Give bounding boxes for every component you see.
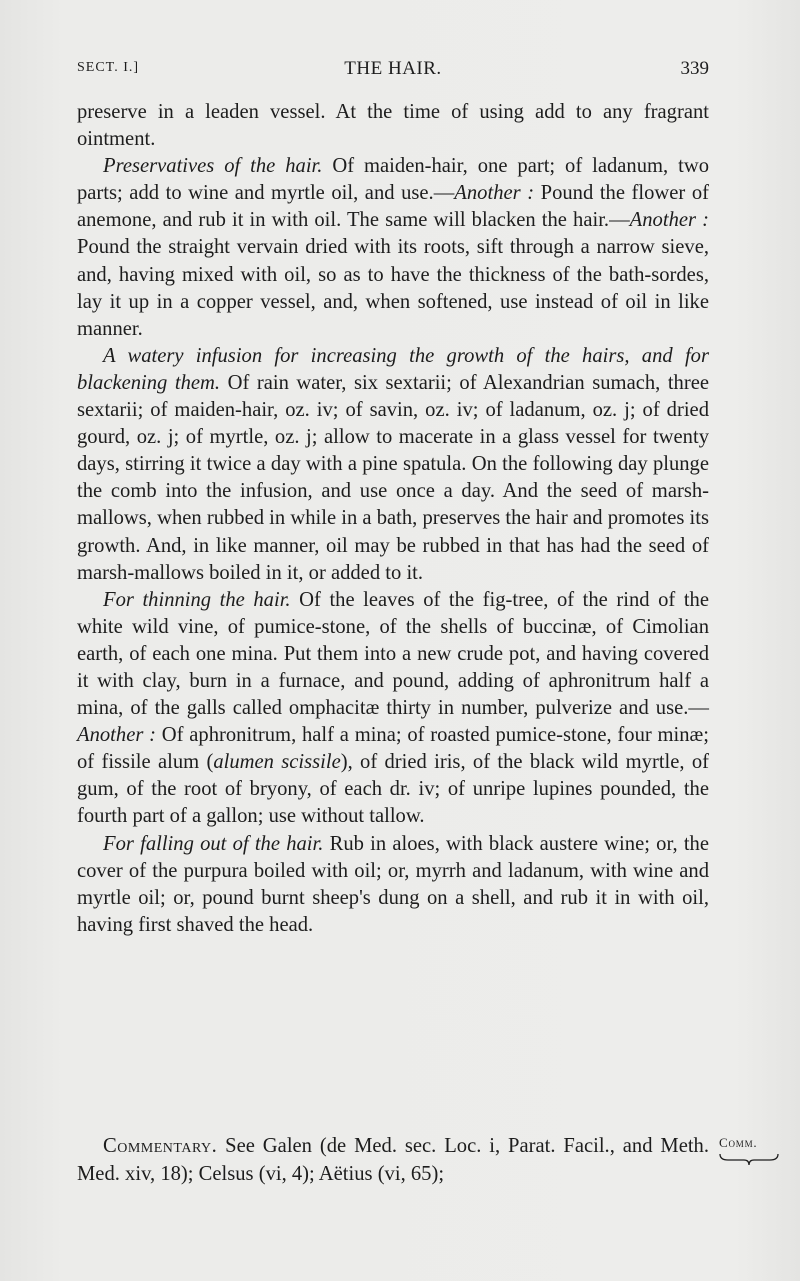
running-header bbox=[77, 58, 709, 82]
running-title: THE HAIR. bbox=[344, 58, 442, 79]
italic-run: For falling out of the hair. bbox=[103, 832, 324, 855]
text-run: Of maiden-hair, one part; of ladanum, two parts; add to wine and myrtle oil, and use.— bbox=[77, 155, 709, 205]
text-run: Of aphronitrum, half a mina; of roasted pumice-stone, four minæ; of fissile alum ( bbox=[77, 724, 709, 774]
italic-run: Preservatives of the hair. bbox=[103, 155, 323, 178]
text-run: Of rain water, six sextarii; of Alexandrian sumach, three sextarii; of maiden-hair, oz. iv; of savin, oz. iv; of ladanum, oz. j; of dried gourd, oz. j; of myrtle, oz. j; allow to macerate in a glass vessel for twenty days, stirring it twice a day with a pine spatula. On the following day plunge the comb into the infusion, and use once a day. And the seed of marsh-mallows, when rubbed in while in a bath, preserves the hair and promotes its growth. And, in like manner, oil may be rubbed in that has had the seed of marsh-mallows boiled in it, or added to it. bbox=[77, 371, 709, 584]
italic-run: A watery infusion for increasing the growth of the hairs, and for blackening them. bbox=[77, 344, 709, 394]
body-text bbox=[77, 99, 709, 939]
page-number: 339 bbox=[680, 58, 709, 79]
commentary-text: See Galen (de Med. sec. Loc. i, Parat. Facil., and Meth. Med. xiv, 18); Celsus (vi, 4); Aëtius (vi, 65); bbox=[77, 1135, 709, 1185]
body-paragraph bbox=[77, 99, 709, 153]
body-paragraph bbox=[77, 153, 709, 343]
text-run: Pound the flower of anemone, and rub it in with oil. The same will blacken the hair.— bbox=[77, 182, 709, 232]
text-run: Rub in aloes, with black austere wine; or, the cover of the purpura boiled with oil; or, myrrh and ladanum, with wine and myrtle oil; or, pound burnt sheep's dung on a shell, and rub it in with oil, having first shaved the head. bbox=[77, 832, 709, 936]
section-marker: SECT. I.] bbox=[77, 60, 140, 75]
commentary-paragraph bbox=[77, 1132, 709, 1188]
italic-run: alumen scissile bbox=[213, 751, 341, 774]
italic-run: Another : bbox=[629, 209, 709, 232]
body-paragraph bbox=[77, 831, 709, 939]
text-run: Of the leaves of the fig-tree, of the rind of the white wild vine, of pumice-stone, of the shells of buccinæ, of Cimolian earth, of each one mina. Put them into a new crude pot, and having covered it with clay, burn in a furnace, and pound, adding of aphronitrum half a mina, of the galls called omphacitæ thirty in number, pulverize and use.— bbox=[77, 588, 709, 720]
body-paragraph bbox=[77, 343, 709, 587]
italic-run: For thinning the hair. bbox=[103, 588, 291, 611]
text-run: preserve in a leaden vessel. At the time of using add to any fragrant ointment. bbox=[77, 101, 709, 151]
margin-note: Comm. bbox=[719, 1135, 758, 1150]
text-run: Pound the straight vervain dried with its roots, sift through a narrow sieve, and, having mixed with oil, so as to have the thickness of the bath-sordes, lay it up in a copper vessel, and, when softened, use instead of oil in like manner. bbox=[77, 236, 709, 340]
margin-brace-icon bbox=[718, 1152, 780, 1166]
commentary-label: Commentary. bbox=[103, 1135, 218, 1157]
italic-run: Another : bbox=[77, 724, 156, 747]
body-paragraph bbox=[77, 587, 709, 831]
italic-run: Another : bbox=[454, 182, 535, 205]
text-run: ), of dried iris, of the black wild myrtle, of gum, of the root of bryony, of each dr. iv; of unripe lupines pounded, the fourth part of a gallon; use without tallow. bbox=[77, 751, 710, 828]
